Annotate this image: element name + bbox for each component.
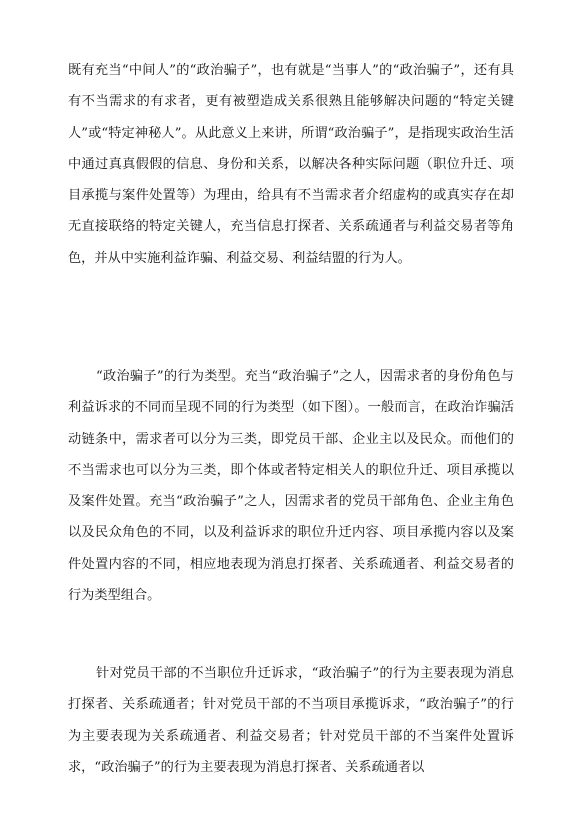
paragraph-behavior-types: “政治骗子”的行为类型。充当“政治骗子”之人，因需求者的身份角色与利益诉求的不同而呈现不同的行为类型（如下图）。一般而言，在政治诈骗活动链条中，需求者可以分为三类，即党员干部、企业主以及民众。而他们的不当需求也可以分为三类，即个体或者特定相关人的职位升迁、项目承揽以及案件处置。充当“政治骗子”之人，因需求者的党员干部角色、企业主角色以及民众角色的不同，以及利益诉求的职位升迁内容、项目承揽内容以及案件处置内容的不同，相应地表现为消息打探者、关系疏通者、利益交易者的行为类型组合。 xyxy=(68,369,514,604)
paragraph-definition: 既有充当“中间人”的“政治骗子”，也有就是“当事人”的“政治骗子”，还有具有不当需求的有求者，更有被塑造成关系很熟且能够解决问题的“特定关键人”或“特定神秘人”。从此意义上来讲，所谓“政治骗子”，是指现实政治生活中通过真真假假的信息、身份和关系，以解决各种实际问题（职位升迁、项目承揽与案件处置等）为理由，给具有不当需求者介绍虚构的或真实存在却无直接联络的特定关键人，充当信息打探者、关系疏通者与利益交易者等角色，并从中实施利益诈骗、利益交易、利益结盟的行为人。 xyxy=(68,63,514,266)
paragraph-cadre-demands: 针对党员干部的不当职位升迁诉求，“政治骗子”的行为主要表现为消息打探者、关系疏通者；针对党员干部的不当项目承揽诉求，“政治骗子”的行为主要表现为关系疏通者、利益交易者；针对党员干部的不当案件处置诉求，“政治骗子”的行为主要表现为消息打探者、关系疏通者以 xyxy=(68,666,514,775)
